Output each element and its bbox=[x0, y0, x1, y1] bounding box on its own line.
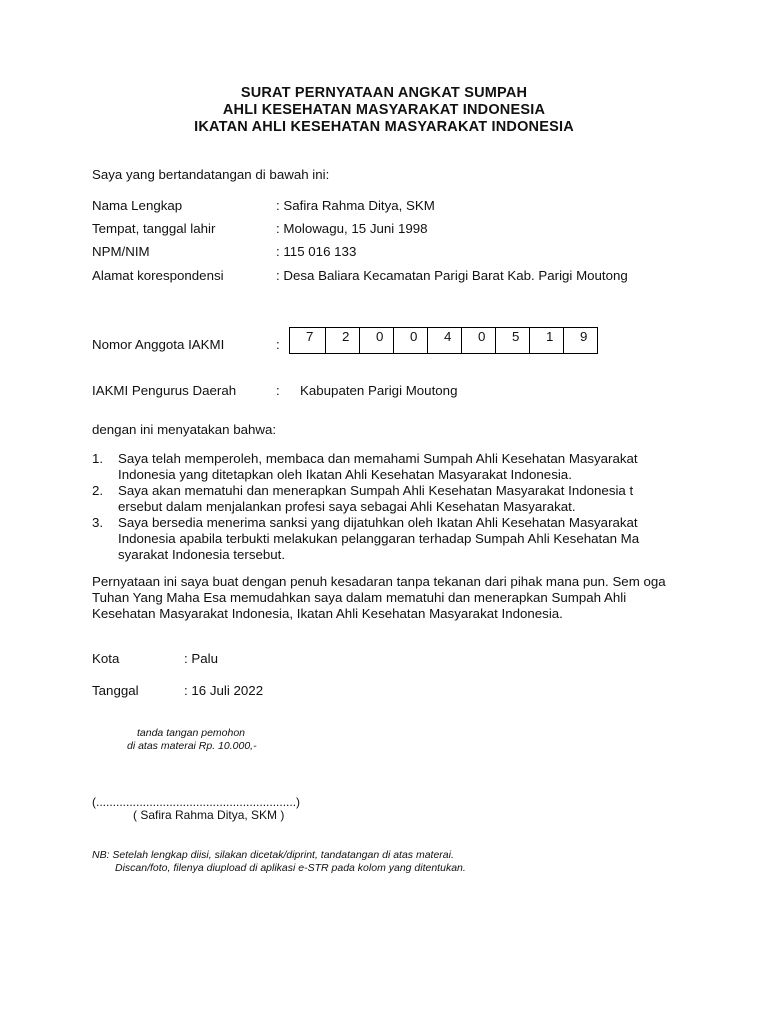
list-text: Saya telah memperoleh, membaca dan memahami Sumpah Ahli Kesehatan Masyarakat Indonesia yang ditetapkan oleh Ikatan Ahli Kesehatan Masyarakat Indonesia. bbox=[118, 451, 638, 482]
member-digit: 2 bbox=[325, 327, 360, 354]
npm-label: NPM/NIM bbox=[92, 244, 150, 259]
member-colon: : bbox=[276, 337, 280, 352]
member-number-boxes bbox=[289, 327, 598, 354]
member-digit: 9 bbox=[563, 327, 598, 354]
member-digit: 5 bbox=[495, 327, 530, 354]
address-value: : Desa Baliara Kecamatan Parigi Barat Kab. Parigi Moutong bbox=[276, 268, 628, 283]
statement-intro: dengan ini menyatakan bahwa: bbox=[92, 422, 277, 437]
title-line-3: IKATAN AHLI KESEHATAN MASYARAKAT INDONESIA bbox=[194, 119, 574, 135]
list-text: Saya akan mematuhi dan menerapkan Sumpah Ahli Kesehatan Masyarakat Indonesia t ersebut dalam menjalankan profesi saya sebagai Ahli Kesehatan Masyarakat. bbox=[118, 483, 634, 514]
member-digit: 0 bbox=[461, 327, 496, 354]
name-value: : Safira Rahma Ditya, SKM bbox=[276, 198, 435, 213]
member-digit: 4 bbox=[427, 327, 462, 354]
list-number: 2. bbox=[92, 483, 104, 498]
statement-list bbox=[92, 451, 682, 563]
member-digit: 0 bbox=[393, 327, 428, 354]
signature-instruction-2: di atas materai Rp. 10.000,- bbox=[127, 740, 257, 752]
member-digit: 0 bbox=[359, 327, 394, 354]
note-line-2: Discan/foto, filenya diupload di aplikasi e-STR pada kolom yang ditentukan. bbox=[115, 862, 466, 874]
note-line-1: NB: Setelah lengkap diisi, silakan dicetak/diprint, tandatangan di atas materai. bbox=[92, 849, 454, 861]
signature-line: (............................................................) bbox=[92, 795, 301, 809]
tanggal-label: Tanggal bbox=[92, 683, 139, 698]
list-number: 3. bbox=[92, 515, 104, 530]
list-item bbox=[92, 451, 682, 483]
npm-value: : 115 016 133 bbox=[276, 244, 357, 259]
title-line-2: AHLI KESEHATAN MASYARAKAT INDONESIA bbox=[222, 102, 546, 118]
intro-text: Saya yang bertandatangan di bawah ini: bbox=[92, 167, 330, 182]
signature-instruction-1: tanda tangan pemohon bbox=[137, 727, 246, 739]
title-line-1: SURAT PERNYATAAN ANGKAT SUMPAH bbox=[240, 85, 528, 101]
list-item bbox=[92, 515, 682, 563]
pengurus-label: IAKMI Pengurus Daerah bbox=[92, 383, 237, 398]
member-label: Nomor Anggota IAKMI bbox=[92, 337, 225, 352]
list-text: Saya bersedia menerima sanksi yang dijatuhkan oleh Ikatan Ahli Kesehatan Masyarakat Indonesia apabila terbukti melakukan pelanggaran terhadap Sumpah Ahli Kesehatan Ma syarakat Indonesia tersebut. bbox=[118, 515, 640, 562]
signer-name: ( Safira Rahma Ditya, SKM ) bbox=[133, 808, 285, 822]
pengurus-value: Kabupaten Parigi Moutong bbox=[300, 383, 458, 398]
name-label: Nama Lengkap bbox=[92, 198, 183, 213]
tanggal-value: : 16 Juli 2022 bbox=[184, 683, 264, 698]
list-number: 1. bbox=[92, 451, 104, 466]
birth-value: : Molowagu, 15 Juni 1998 bbox=[276, 221, 428, 236]
closing-paragraph: Pernyataan ini saya buat dengan penuh kesadaran tanpa tekanan dari pihak mana pun. Sem oga Tuhan Yang Maha Esa memudahkan saya dalam mematuhi dan menerapkan Sumpah Ahli Kesehatan Masyarakat Indonesia, Ikatan Ahli Kesehatan Masyarakat Indonesia. bbox=[92, 574, 666, 621]
pengurus-colon: : bbox=[276, 383, 280, 398]
member-digit: 1 bbox=[529, 327, 564, 354]
list-item bbox=[92, 483, 682, 515]
birth-label: Tempat, tanggal lahir bbox=[92, 221, 216, 236]
kota-value: : Palu bbox=[184, 651, 219, 666]
member-digit: 7 bbox=[289, 327, 326, 354]
address-label: Alamat korespondensi bbox=[92, 268, 224, 283]
kota-label: Kota bbox=[92, 651, 120, 666]
